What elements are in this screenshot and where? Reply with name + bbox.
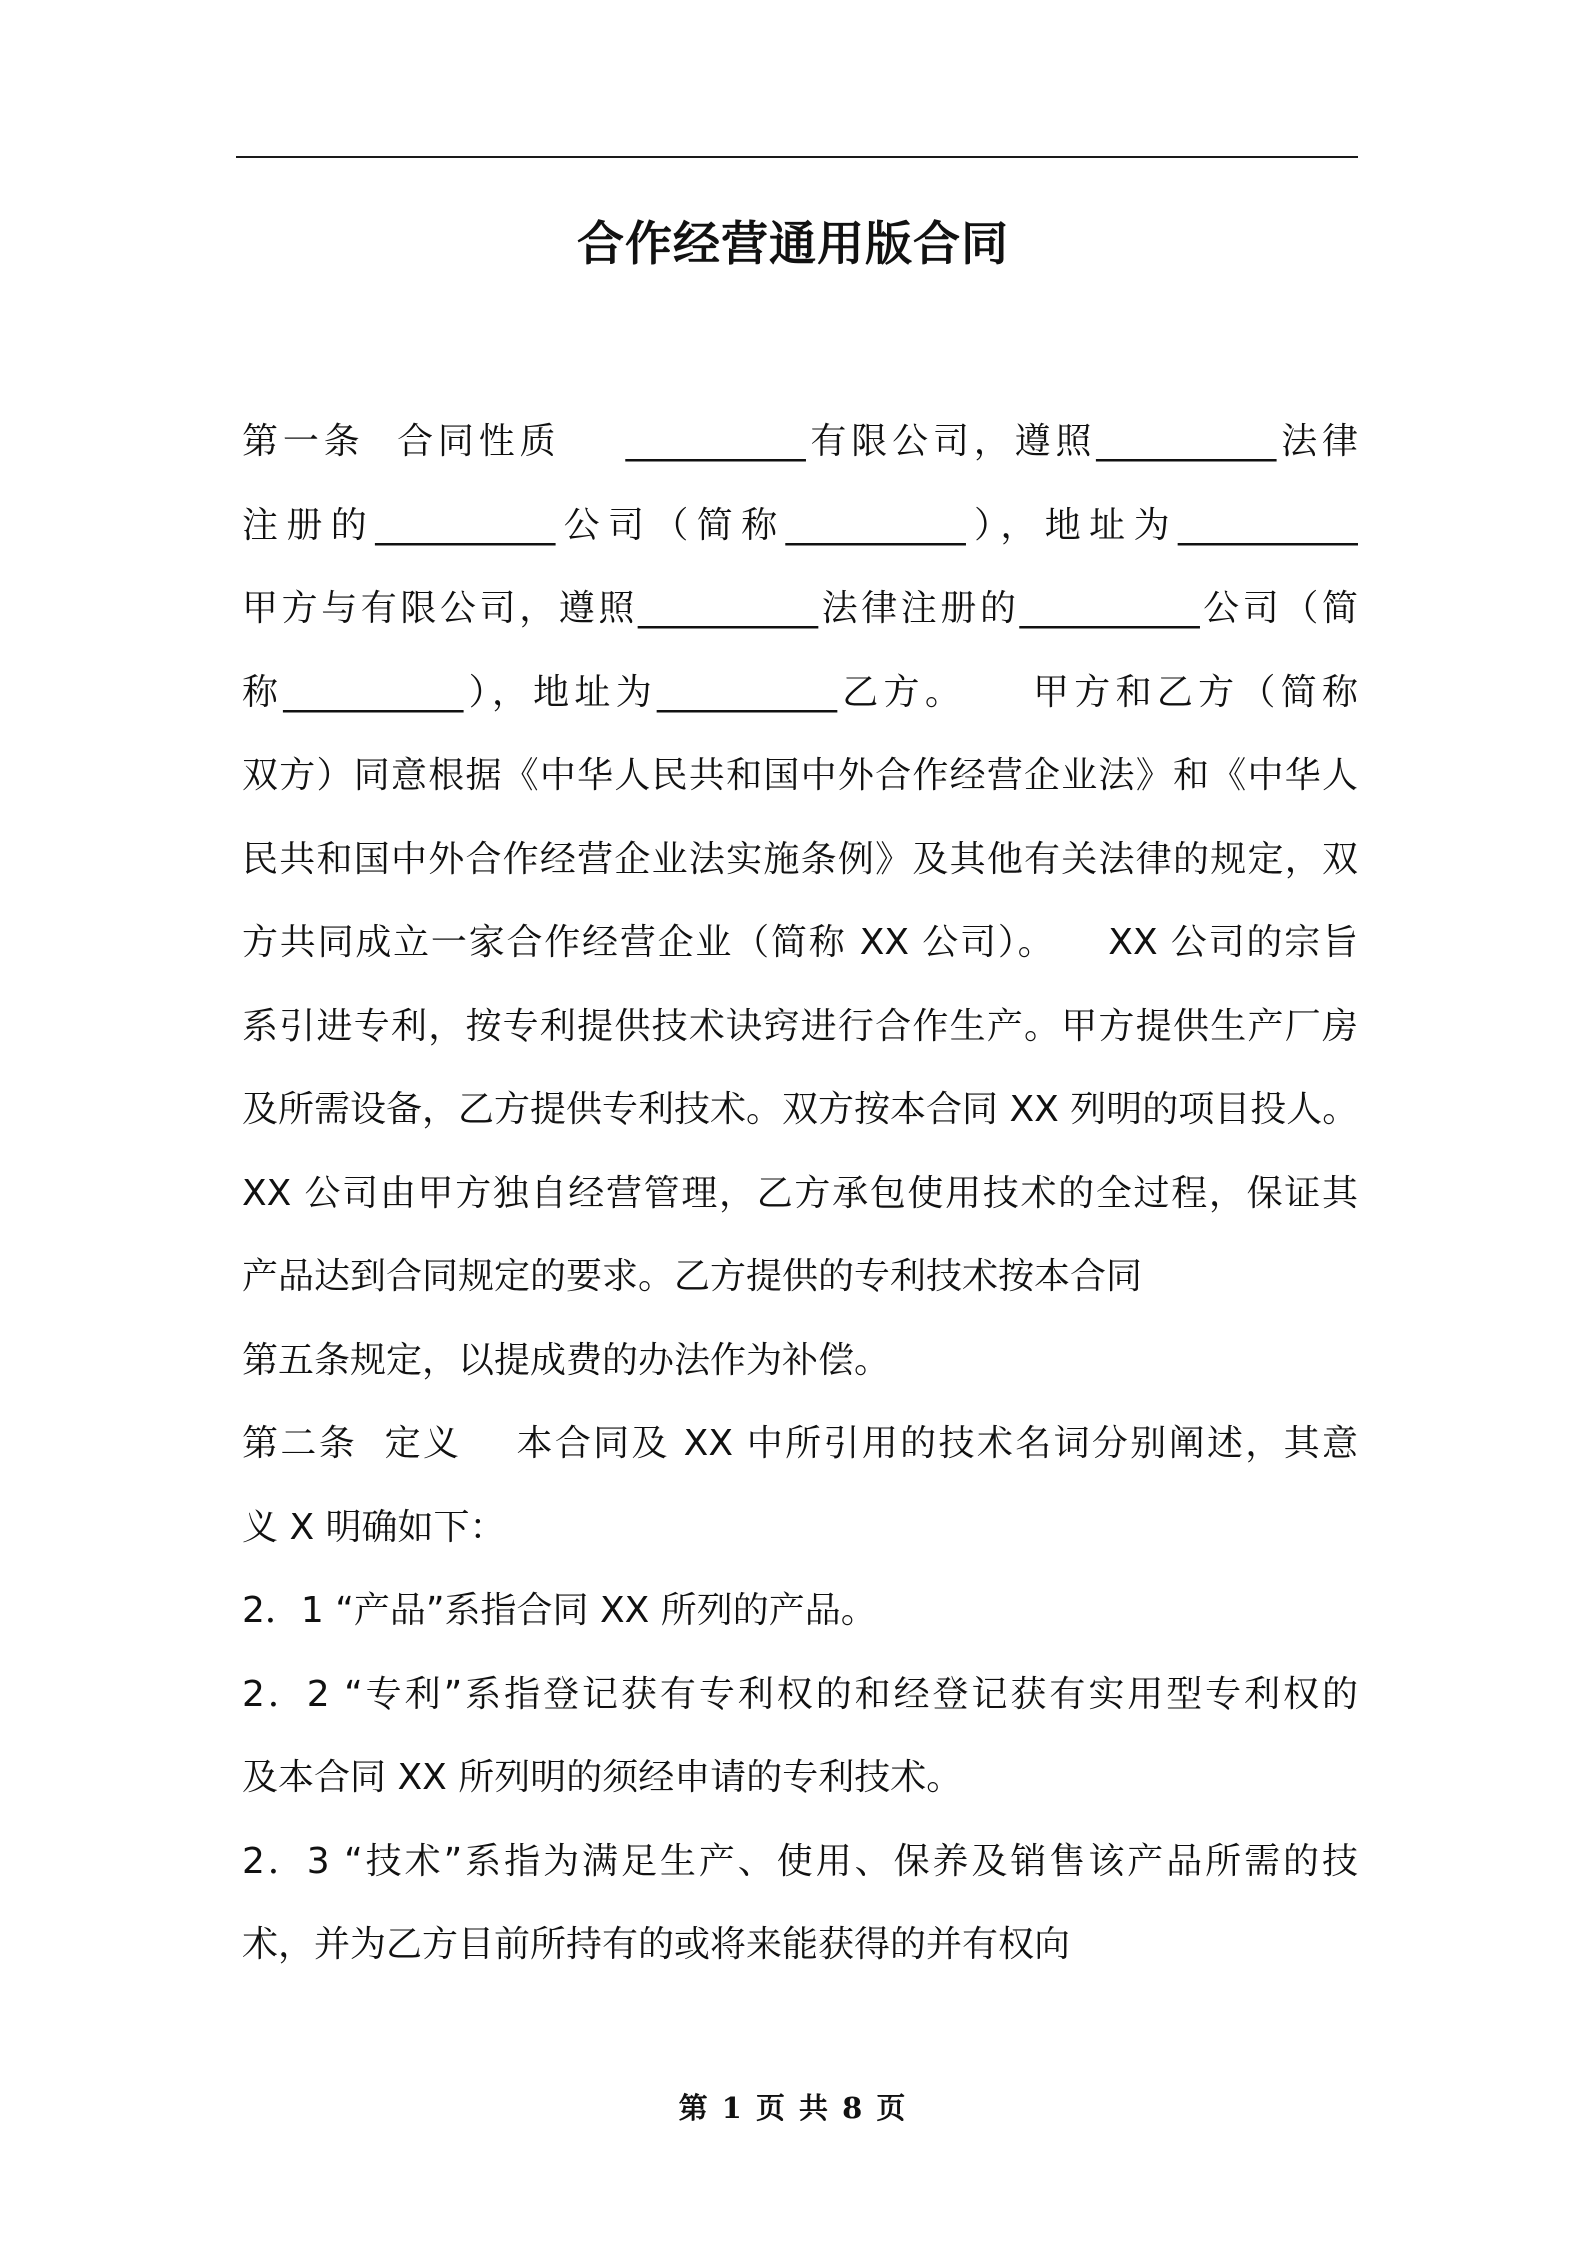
body-line: 2．3 “技术”系指为满足生产、使用、保养及销售该产品所需的技 (242, 1840, 1358, 1882)
body-line: 民共和国中外合作经营企业法实施条例》及其他有关法律的规定，双 (242, 838, 1358, 880)
document-title: 合作经营通用版合同 (577, 217, 1009, 272)
body-line: 甲方与有限公司，遵照__________法律注册的__________公司（简 (242, 588, 1358, 629)
page-number-footer: 第 1 页 共 8 页 (678, 2091, 908, 2125)
body-line: 第五条规定，以提成费的办法作为补偿。 (242, 1339, 891, 1381)
header-rule (236, 156, 1358, 158)
body-line: 双方）同意根据《中华人民共和国中外合作经营企业法》和《中华人 (242, 755, 1358, 796)
document-body (242, 400, 1358, 1987)
body-line: 2．2 “专利”系指登记获有专利权的和经登记获有实用型专利权的 (242, 1673, 1358, 1715)
body-line: 义 X 明确如下： (242, 1506, 506, 1548)
body-line: 称__________），地址为__________乙方。 甲方和乙方（简称 (242, 671, 1358, 713)
body-line: 系引进专利，按专利提供技术诀窍进行合作生产。甲方提供生产厂房 (242, 1005, 1358, 1047)
body-line: 2．1 “产品”系指合同 XX 所列的产品。 (242, 1590, 877, 1631)
body-line: 产品达到合同规定的要求。乙方提供的专利技术按本合同 (242, 1256, 1143, 1297)
body-line: 方共同成立一家合作经营企业（简称 XX 公司）。 XX 公司的宗旨 (242, 922, 1358, 963)
body-line: 注册的__________公司（简称__________），地址为__________ (242, 504, 1358, 546)
body-line: 第一条 合同性质 __________有限公司，遵照__________法律 (242, 421, 1358, 462)
body-line: XX 公司由甲方独自经营管理，乙方承包使用技术的全过程，保证其 (242, 1172, 1358, 1214)
body-line: 术，并为乙方目前所持有的或将来能获得的并有权向 (242, 1924, 1071, 1965)
body-line: 第二条 定义 本合同及 XX 中所引用的技术名词分别阐述，其意 (242, 1423, 1358, 1464)
body-line: 及本合同 XX 所列明的须经申请的专利技术。 (242, 1757, 963, 1798)
body-line: 及所需设备，乙方提供专利技术。双方按本合同 XX 列明的项目投人。 (242, 1089, 1358, 1130)
